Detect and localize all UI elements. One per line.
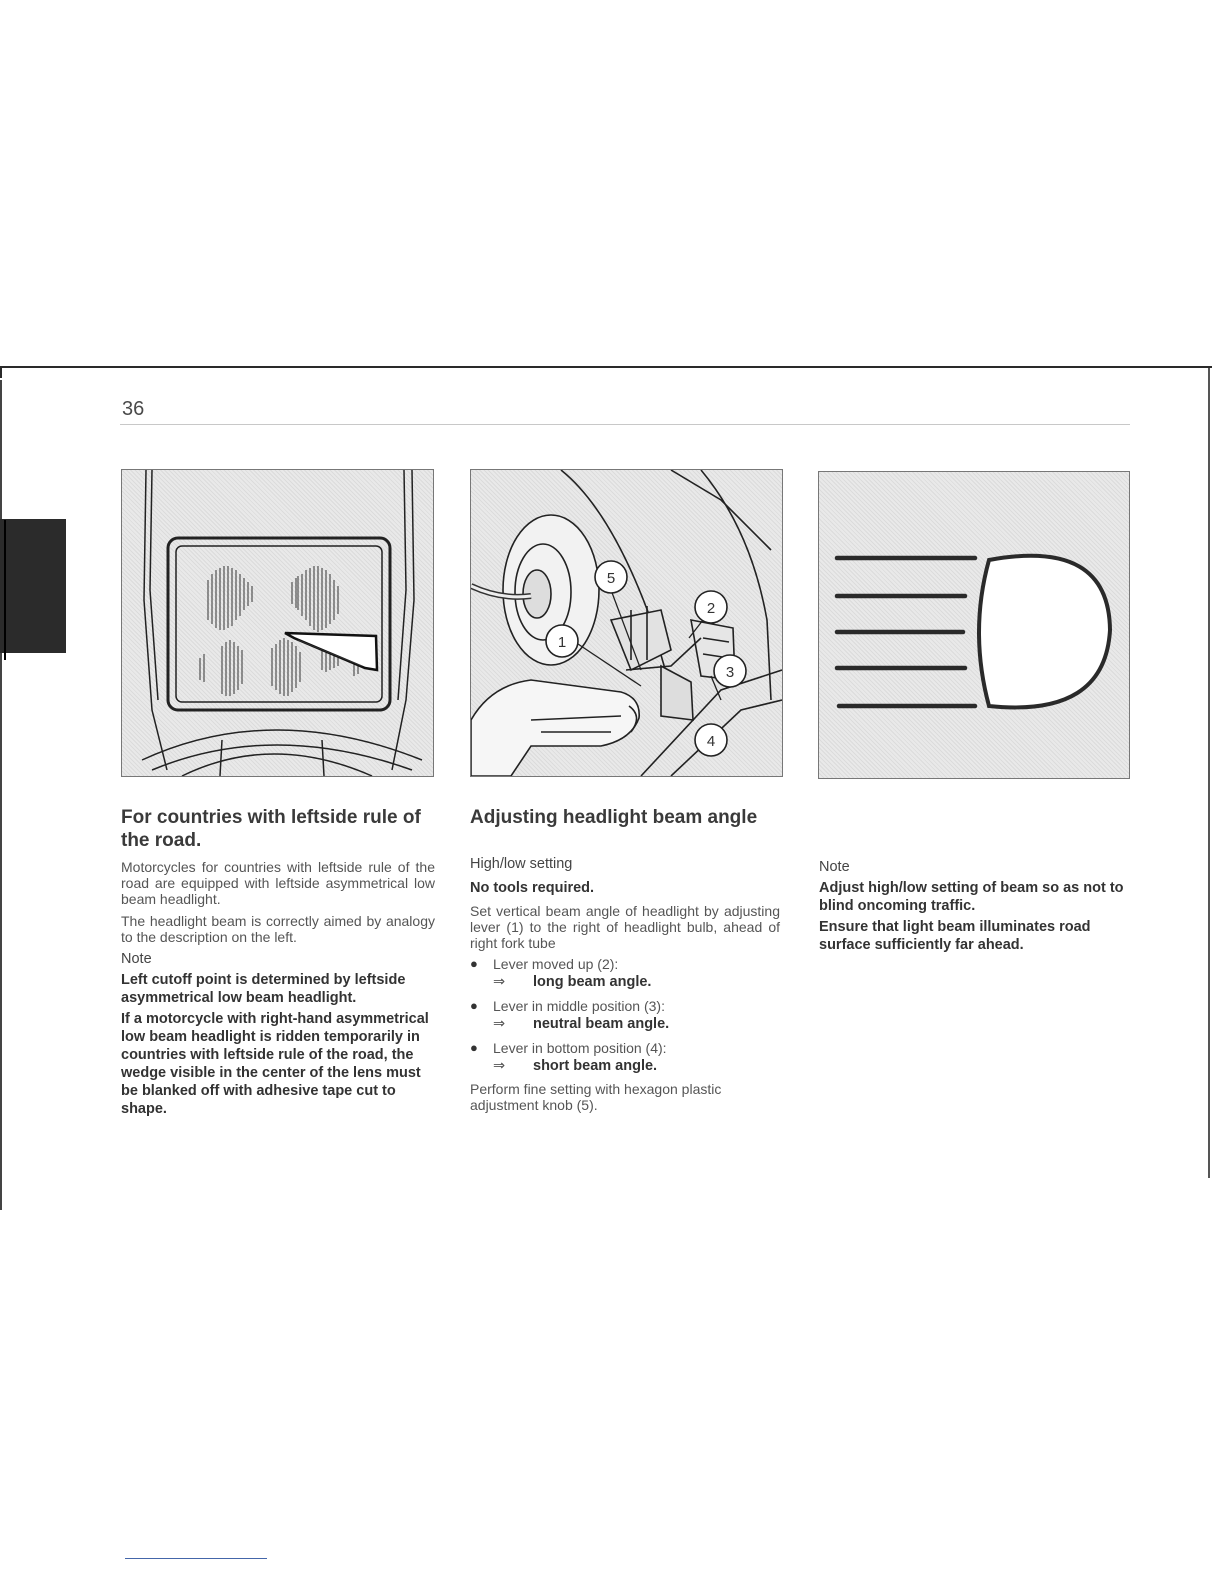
- figure-headlight-lens: [121, 469, 434, 777]
- callout-5: 5: [606, 570, 616, 587]
- top-border-line: [0, 366, 1212, 368]
- middle-subheading: High/low setting: [470, 856, 573, 872]
- bullet-text: Lever moved up (2):: [493, 956, 619, 972]
- bullet-result: [493, 1015, 780, 1034]
- bullet-icon: ●: [470, 1040, 478, 1055]
- right-text-column: [819, 858, 1131, 954]
- result-text: long beam angle.: [533, 974, 652, 990]
- bullet-text: Lever in bottom position (4):: [493, 1040, 667, 1056]
- list-item: [470, 997, 780, 1034]
- header-rule: [120, 424, 1130, 425]
- list-item: [470, 955, 780, 992]
- callout-2: 2: [706, 600, 716, 617]
- left-text-column: [121, 806, 435, 1118]
- bottom-link-underline: [125, 1558, 267, 1559]
- implies-arrow-icon: ⇒: [493, 1058, 506, 1074]
- left-page-edge: [0, 380, 2, 1210]
- middle-heading: Adjusting headlight beam angle: [470, 807, 758, 828]
- figure-adjustment-lever: [470, 469, 783, 777]
- left-note-2: If a motorcycle with right-hand asymmetrical low beam headlight is ridden temporarily in countries with leftside rule of the road, the wedge visible in the center of the lens must be blanked off with adhesive tape cut to shape.: [121, 1011, 429, 1117]
- top-border-tick: [0, 366, 2, 378]
- middle-intro: Set vertical beam angle of headlight by adjusting lever (1) to the right of headlight bulb, ahead of right fork tube: [470, 903, 780, 951]
- thumb-tab-edge: [4, 520, 6, 660]
- high-beam-symbol-icon: [819, 472, 1129, 778]
- list-item: [470, 1039, 780, 1076]
- adjustment-lever-illustration: [471, 470, 782, 776]
- bullet-icon: ●: [470, 956, 478, 971]
- bullet-result: [493, 1057, 780, 1076]
- left-note-1: Left cutoff point is determined by leftside asymmetrical low beam headlight.: [121, 972, 406, 1006]
- bullet-text: Lever in middle position (3):: [493, 998, 665, 1014]
- middle-outro: Perform fine setting with hexagon plastic adjustment knob (5).: [470, 1081, 722, 1113]
- left-heading: For countries with leftside rule of the road.: [121, 807, 421, 851]
- right-note-label: Note: [819, 859, 850, 875]
- left-paragraph-1: Motorcycles for countries with leftside rule of the road are equipped with leftside asymmetrical low beam headlight.: [121, 859, 435, 907]
- headlight-lens-illustration: [122, 470, 433, 776]
- callout-1: 1: [557, 634, 567, 651]
- implies-arrow-icon: ⇒: [493, 1016, 506, 1032]
- section-thumb-tab: [0, 519, 66, 653]
- left-paragraph-2: The headlight beam is correctly aimed by analogy to the description on the left.: [121, 913, 435, 945]
- right-note-1: Adjust high/low setting of beam so as not to blind oncoming traffic.: [819, 880, 1124, 914]
- middle-tools-note: No tools required.: [470, 880, 595, 896]
- middle-text-column: [470, 806, 780, 1113]
- implies-arrow-icon: ⇒: [493, 974, 506, 990]
- lever-position-list: [470, 955, 780, 1076]
- right-page-edge: [1208, 368, 1210, 1178]
- right-note-2: Ensure that light beam illuminates road surface sufficiently far ahead.: [819, 919, 1091, 953]
- callout-3: 3: [725, 664, 735, 681]
- figure-beam-symbol: [818, 471, 1130, 779]
- bullet-result: [493, 973, 780, 992]
- result-text: neutral beam angle.: [533, 1016, 670, 1032]
- bullet-icon: ●: [470, 998, 478, 1013]
- left-note-label: Note: [121, 951, 152, 967]
- result-text: short beam angle.: [533, 1058, 658, 1074]
- page-number: 36: [122, 398, 145, 420]
- callout-4: 4: [706, 733, 716, 750]
